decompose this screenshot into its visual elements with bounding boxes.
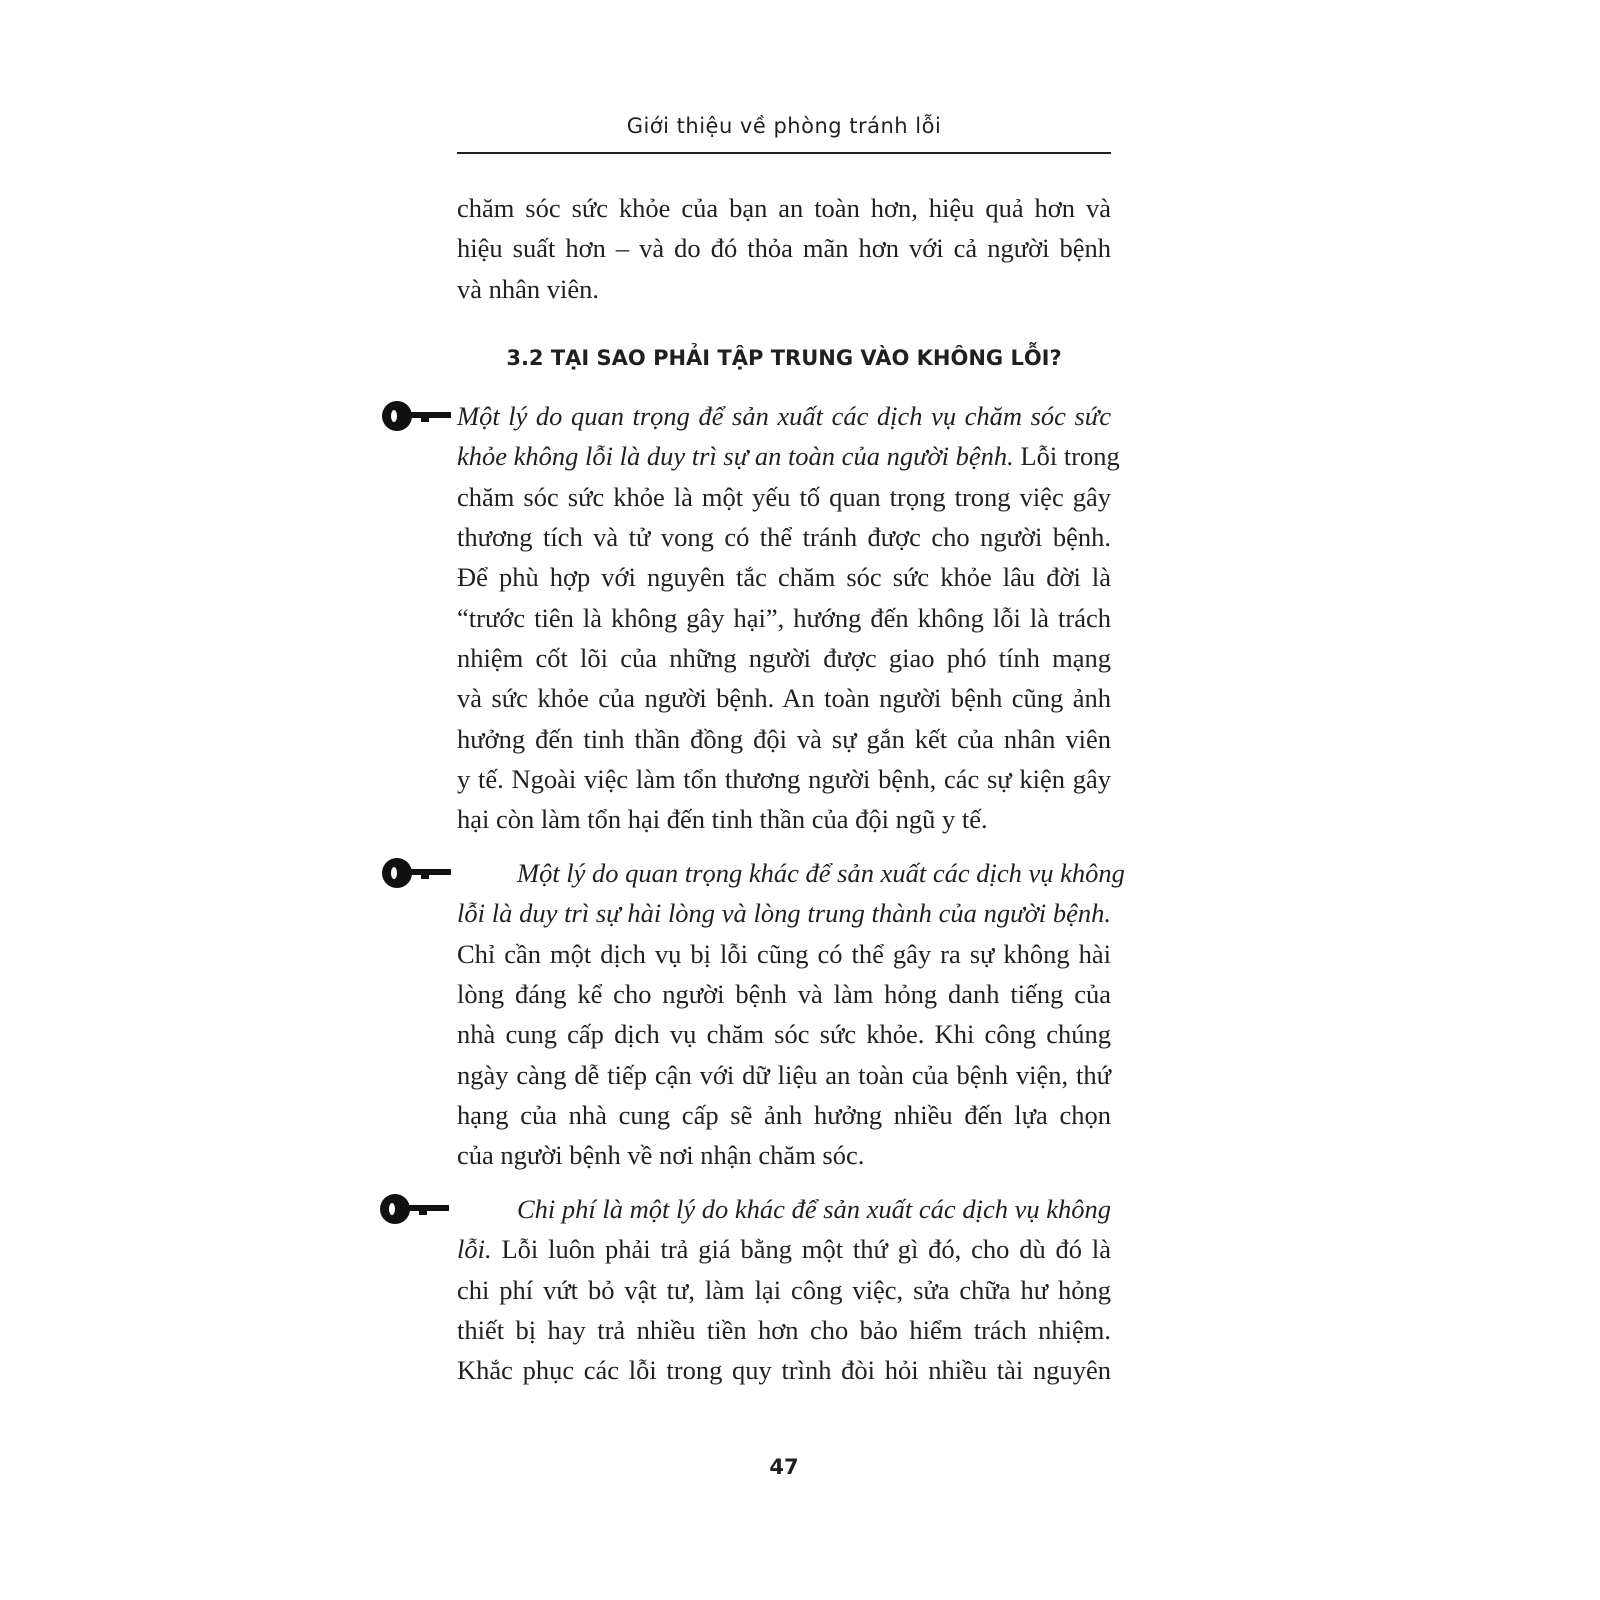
text-line <box>457 799 1111 839</box>
running-header: Giới thiệu về phòng tránh lỗi <box>626 114 942 138</box>
body-text: y tế. Ngoài việc làm tổn thương người bệnh, các sự kiện gây <box>457 764 1111 795</box>
text-line <box>457 759 1111 799</box>
text-line <box>457 557 1111 597</box>
italic-text: Chi phí là một lý do khác để sản xuất các dịch vụ không <box>517 1194 1111 1224</box>
text-line <box>457 1135 1111 1175</box>
text-line <box>457 436 1120 476</box>
body-text: Lỗi luôn phải trả giá bằng một thứ gì đó, cho dù đó là <box>491 1234 1111 1265</box>
text-line <box>457 893 1111 933</box>
text-line <box>457 188 1111 228</box>
body-text: thương tích và tử vong có thể tránh được cho người bệnh. <box>457 522 1111 553</box>
body-text: hạng của nhà cung cấp sẽ ảnh hưởng nhiều đến lựa chọn <box>457 1100 1111 1131</box>
body-text: hiệu suất hơn – và do đó thỏa mãn hơn với cả người bệnh <box>457 233 1111 264</box>
text-line <box>457 1229 1111 1269</box>
italic-text: Một lý do quan trọng để sản xuất các dịch vụ chăm sóc sức <box>457 401 1111 431</box>
body-text: Để phù hợp với nguyên tắc chăm sóc sức khỏe lâu đời là <box>457 562 1111 593</box>
text-line <box>457 477 1111 517</box>
text-line <box>457 517 1111 557</box>
key-icon <box>381 856 453 890</box>
text-line <box>457 1270 1111 1310</box>
body-text: ngày càng dễ tiếp cận với dữ liệu an toàn của bệnh viện, thứ <box>457 1059 1111 1090</box>
paragraph <box>457 1189 1111 1391</box>
page-number: 47 <box>769 1455 799 1479</box>
text-line <box>457 396 1111 436</box>
text-line <box>457 853 1125 893</box>
text-line <box>457 638 1111 678</box>
body-text: chăm sóc sức khỏe là một yếu tố quan trọng trong việc gây <box>457 481 1111 512</box>
body-text: Khắc phục các lỗi trong quy trình đòi hỏi nhiều tài nguyên <box>457 1355 1111 1386</box>
text-line <box>457 974 1111 1014</box>
text-line <box>457 1055 1111 1095</box>
text-line <box>457 1350 1111 1390</box>
body-text: hưởng đến tinh thần đồng đội và sự gắn kết của nhân viên <box>457 723 1111 754</box>
text-line <box>457 934 1111 974</box>
text-line <box>457 228 1111 268</box>
body-text: Lỗi trong <box>1013 441 1120 472</box>
text-line <box>457 1310 1111 1350</box>
section-heading: 3.2 TẠI SAO PHẢI TẬP TRUNG VÀO KHÔNG LỖI? <box>506 346 1062 370</box>
text-line <box>457 1189 1111 1229</box>
body-text: thiết bị hay trả nhiều tiền hơn cho bảo hiểm trách nhiệm. <box>457 1315 1111 1346</box>
body-text: chi phí vứt bỏ vật tư, làm lại công việc, sửa chữa hư hỏng <box>457 1274 1111 1305</box>
body-text: “trước tiên là không gây hại”, hướng đến không lỗi là trách <box>457 602 1111 633</box>
italic-text: lỗi. <box>457 1234 492 1265</box>
body-text: của người bệnh về nơi nhận chăm sóc. <box>457 1140 865 1171</box>
italic-text: khỏe không lỗi là duy trì sự an toàn của người bệnh. <box>457 441 1014 472</box>
header-rule <box>457 152 1111 154</box>
body-text: Chỉ cần một dịch vụ bị lỗi cũng có thể gây ra sự không hài <box>457 938 1111 969</box>
body-text: hại còn làm tổn hại đến tinh thần của đội ngũ y tế. <box>457 804 988 835</box>
body-text: và sức khỏe của người bệnh. An toàn người bệnh cũng ảnh <box>457 683 1111 714</box>
text-line <box>457 719 1111 759</box>
text-line <box>457 1014 1111 1054</box>
text-line <box>457 269 1111 309</box>
italic-text: Một lý do quan trọng khác để sản xuất các dịch vụ không <box>517 858 1125 888</box>
text-line <box>457 678 1111 718</box>
italic-text: lỗi là duy trì sự hài lòng và lòng trung thành của người bệnh. <box>457 898 1111 929</box>
paragraph <box>457 396 1120 840</box>
key-icon <box>379 1192 451 1226</box>
text-line <box>457 1095 1111 1135</box>
paragraph <box>457 188 1111 309</box>
body-text: nhà cung cấp dịch vụ chăm sóc sức khỏe. Khi công chúng <box>457 1019 1111 1050</box>
body-text: nhiệm cốt lõi của những người được giao phó tính mạng <box>457 643 1111 674</box>
text-line <box>457 598 1111 638</box>
body-text: và nhân viên. <box>457 273 600 304</box>
body-text: chăm sóc sức khỏe của bạn an toàn hơn, hiệu quả hơn và <box>457 193 1111 223</box>
paragraph <box>457 853 1125 1176</box>
key-icon <box>381 399 453 433</box>
body-text: lòng đáng kể cho người bệnh và làm hỏng danh tiếng của <box>457 979 1111 1010</box>
